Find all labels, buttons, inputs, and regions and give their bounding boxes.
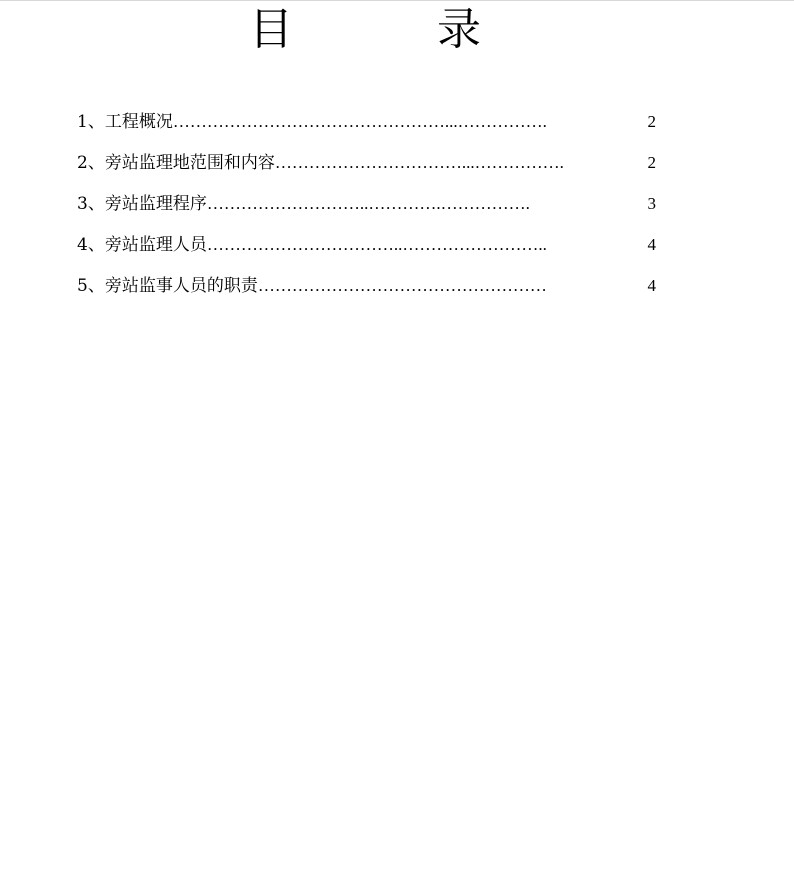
page-top-border bbox=[0, 0, 794, 1]
toc-dot-leader: ………………………..………….……………. bbox=[206, 194, 530, 213]
toc-entry-title: 4、旁站监理人员 bbox=[77, 235, 207, 255]
toc-page-number: 2 bbox=[647, 153, 656, 172]
toc-entry-title: 1、工程概况 bbox=[77, 112, 173, 132]
toc-heading-char-2: 录 bbox=[437, 4, 481, 55]
toc-entry-2[interactable] bbox=[77, 151, 656, 192]
toc-dot-leader: ……………………………..…………………….. bbox=[206, 235, 547, 254]
toc-dot-leader: …………………………………………...……………. bbox=[172, 112, 547, 131]
toc-heading-char-1: 目 bbox=[249, 4, 293, 55]
toc-entry-3[interactable] bbox=[77, 192, 656, 233]
toc-page-number: 4 bbox=[647, 276, 656, 295]
toc-entry-title: 5、旁站监事人员的职责 bbox=[77, 276, 258, 296]
toc-page-number: 3 bbox=[647, 194, 656, 213]
toc-entry-title: 3、旁站监理程序 bbox=[77, 194, 207, 214]
toc-entry-1[interactable] bbox=[77, 110, 656, 151]
table-of-contents bbox=[77, 110, 656, 315]
toc-dot-leader: ……………………………...……………. bbox=[274, 153, 564, 172]
toc-entry-5[interactable] bbox=[77, 274, 656, 315]
toc-page-number: 4 bbox=[647, 235, 656, 254]
toc-entry-4[interactable] bbox=[77, 233, 656, 274]
toc-page-number: 2 bbox=[647, 112, 656, 131]
toc-heading bbox=[0, 4, 794, 60]
toc-dot-leader: …………………………………………… bbox=[257, 276, 547, 295]
toc-entry-title: 2、旁站监理地范围和内容 bbox=[77, 153, 275, 173]
